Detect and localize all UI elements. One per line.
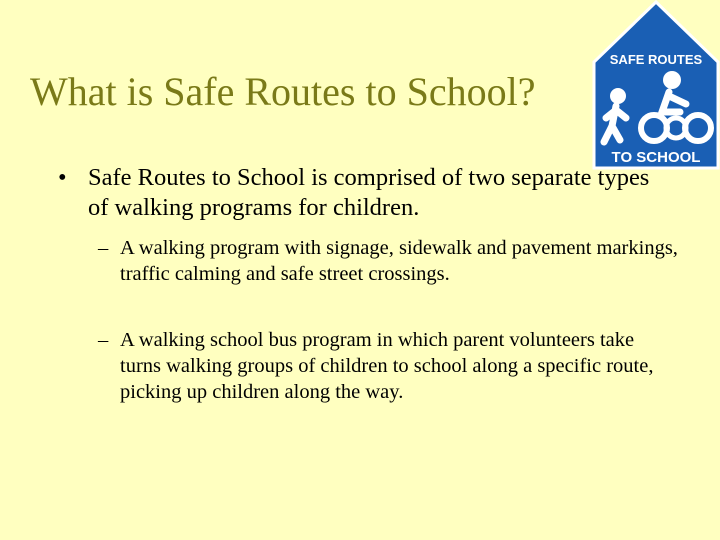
sub-bullet-1 xyxy=(98,235,678,287)
safe-routes-logo xyxy=(592,0,720,170)
cyclist-head-icon xyxy=(663,71,681,89)
walker-head-icon xyxy=(610,88,626,104)
main-bullet-text: Safe Routes to School is comprised of two separate types of walking programs for children. xyxy=(88,164,650,221)
logo-bottom-text: TO SCHOOL xyxy=(611,149,701,166)
sub-bullet-1-text: A walking program with signage, sidewalk and pavement markings, traffic calming and safe street crossings. xyxy=(120,237,678,285)
sub-bullet-2 xyxy=(98,327,678,405)
main-bullet xyxy=(58,163,658,223)
bullet-marker: • xyxy=(58,164,67,191)
logo-top-text: SAFE ROUTES xyxy=(609,52,703,67)
sub-bullet-marker: – xyxy=(98,237,109,259)
slide-title: What is Safe Routes to School? xyxy=(30,69,536,114)
sub-bullet-marker: – xyxy=(98,329,109,351)
sub-bullet-2-text: A walking school bus program in which parent volunteers take turns walking groups of children to school along a specific route, picking up children along the way. xyxy=(120,329,654,403)
